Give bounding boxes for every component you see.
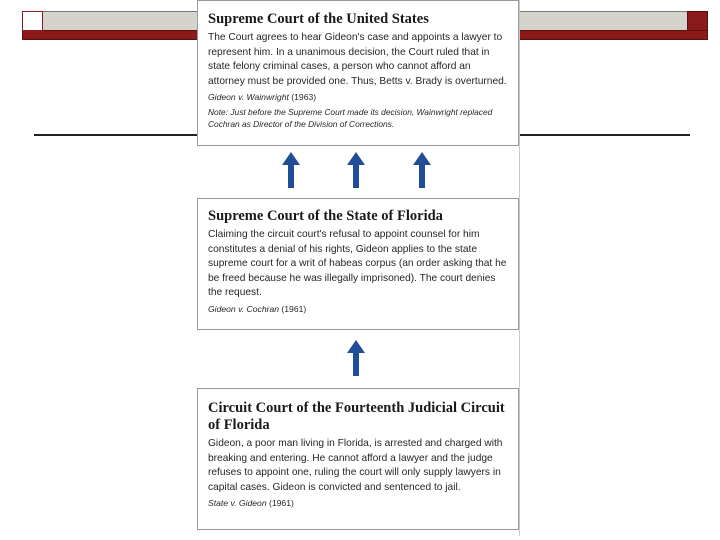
box-note: Note: Just before the Supreme Court made its decision, Wainwright replaced Cochran as Director of the Division of Corrections. — [208, 107, 493, 129]
box-description: Gideon, a poor man living in Florida, is arrested and charged with breaking and entering. He cannot afford a lawyer and the judge refuses to appoint one, ruling the court will only supply lawyers in capital cases. Gideon is convicted and sentenced to jail. — [208, 438, 503, 493]
florida-supreme-court-box — [197, 198, 519, 330]
case-citation — [208, 91, 508, 103]
box-title: Supreme Court of the State of Florida — [208, 208, 443, 224]
us-supreme-court-box — [197, 0, 519, 146]
title-rule-left — [34, 134, 198, 136]
case-name: State v. Gideon — [208, 498, 267, 508]
up-arrow-icon — [347, 340, 365, 376]
up-arrow-icon — [347, 152, 365, 188]
case-citation — [208, 497, 508, 509]
title-rule-right — [518, 134, 690, 136]
case-year: (1963) — [291, 92, 317, 102]
case-citation — [208, 303, 508, 315]
circuit-court-box — [197, 388, 519, 530]
case-year: (1961) — [269, 498, 294, 508]
box-title: Supreme Court of the United States — [208, 11, 429, 27]
header-left-square — [22, 11, 43, 31]
header-right-square — [687, 11, 708, 31]
up-arrow-icon — [282, 152, 300, 188]
box-title: Circuit Court of the Fourteenth Judicial Circuit of Florida — [208, 400, 505, 433]
box-description: Claiming the circuit court's refusal to appoint counsel for him constitutes a denial of his rights, Gideon applies to the state supreme court for a writ of habeas corpus (an order asking that he be freed because he was illegally imprisoned). The court denies the request. — [208, 229, 507, 298]
case-name: Gideon v. Cochran — [208, 303, 280, 314]
case-name: Gideon v. Wainwright — [208, 92, 289, 102]
case-year: (1961) — [281, 303, 307, 314]
up-arrow-icon — [413, 152, 431, 188]
box-description: The Court agrees to hear Gideon's case and appoints a lawyer to represent him. In a unanimous decision, the Court ruled that in state felony criminal cases, a person who cannot afford an attorney must be provided one. Thus, Betts v. Brady is overturned. — [208, 32, 507, 87]
